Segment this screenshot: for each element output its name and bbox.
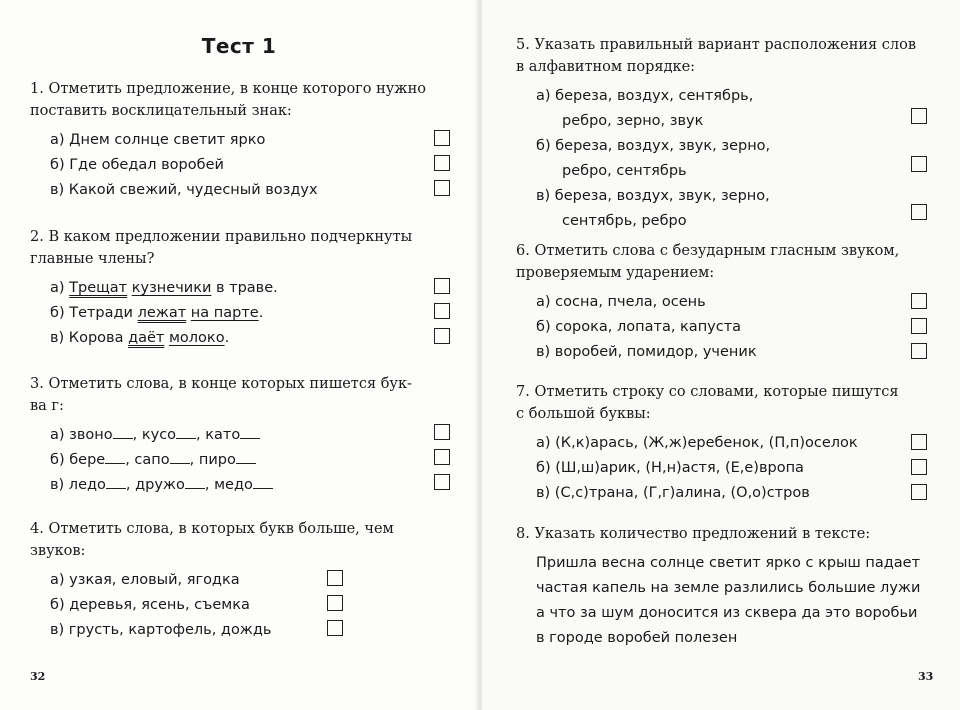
answer-checkbox[interactable] bbox=[327, 620, 343, 636]
answer-option: в) береза, воздух, звук, зерно, сентябрь, ребро bbox=[536, 188, 770, 229]
answer-checkbox[interactable] bbox=[434, 328, 450, 344]
predicate-underline: даёт bbox=[128, 330, 165, 346]
letter-blank[interactable] bbox=[170, 449, 190, 464]
sentence-paragraph: Пришла весна солнце светит ярко с крыш падает частая капель на земле разлились большие лужи а что за шум доносится из сквера да это воробьи в городе воробей полезен bbox=[536, 555, 921, 646]
letter-blank[interactable] bbox=[106, 474, 126, 489]
answer-option: б) Где обедал воробей bbox=[50, 157, 224, 173]
answer-checkbox[interactable] bbox=[434, 449, 450, 465]
question-4 bbox=[30, 518, 460, 643]
question-number: 1. bbox=[30, 81, 44, 97]
letter-blank[interactable] bbox=[240, 424, 260, 439]
question-5 bbox=[516, 34, 946, 234]
answer-option: б) сорока, лопата, капуста bbox=[536, 319, 742, 335]
subject-underline: кузнечики bbox=[131, 280, 212, 296]
answer-checkbox[interactable] bbox=[911, 156, 927, 172]
answer-checkbox[interactable] bbox=[434, 303, 450, 319]
right-page bbox=[482, 0, 960, 710]
question-1-text: 1. Отметить предложение, в конце которого нужно поставить восклицательный знак: bbox=[30, 81, 427, 119]
question-1 bbox=[30, 78, 460, 203]
letter-blank[interactable] bbox=[236, 449, 256, 464]
answer-option: а) Днем солнце светит ярко bbox=[50, 132, 266, 148]
question-6 bbox=[516, 240, 946, 365]
answer-option: в) Какой свежий, чудесный воздух bbox=[50, 182, 318, 198]
answer-option: в) ледо , дружо , медо bbox=[50, 473, 460, 498]
answer-checkbox[interactable] bbox=[911, 204, 927, 220]
subject-underline: на парте bbox=[190, 305, 259, 321]
question-4-text: 4. Отметить слова, в которых букв больше, чем звуков: bbox=[30, 521, 394, 559]
answer-option: а) береза, воздух, сентябрь, ребро, зерно, звук bbox=[536, 88, 754, 129]
answer-checkbox[interactable] bbox=[434, 474, 450, 490]
letter-blank[interactable] bbox=[253, 474, 273, 489]
answer-option: б) Тетради лежат на парте. bbox=[50, 305, 264, 321]
predicate-underline: Трещат bbox=[69, 280, 128, 296]
answer-option: а) (К,к)арась, (Ж,ж)еребенок, (П,п)оселок bbox=[536, 435, 858, 451]
answer-option: а) звоно , кусо , като bbox=[50, 423, 460, 448]
letter-blank[interactable] bbox=[105, 449, 125, 464]
answer-option: а) сосна, пчела, осень bbox=[536, 294, 706, 310]
answer-checkbox[interactable] bbox=[911, 434, 927, 450]
answer-checkbox[interactable] bbox=[434, 155, 450, 171]
left-page bbox=[0, 0, 478, 710]
answer-checkbox[interactable] bbox=[327, 595, 343, 611]
answer-option: б) бере , сапо , пиро bbox=[50, 448, 460, 473]
answer-option: в) Корова даёт молоко. bbox=[50, 330, 230, 346]
answer-option: а) Трещат кузнечики в траве. bbox=[50, 280, 278, 296]
question-7 bbox=[516, 381, 946, 506]
predicate-underline: лежат bbox=[137, 305, 187, 321]
answer-option: б) (Ш,ш)арик, (Н,н)астя, (Е,е)вропа bbox=[536, 460, 804, 476]
test-title: Тест 1 bbox=[201, 34, 277, 58]
answer-checkbox[interactable] bbox=[911, 318, 927, 334]
subject-underline: молоко bbox=[168, 330, 225, 346]
answer-option: б) береза, воздух, звук, зерно, ребро, сентябрь bbox=[536, 138, 771, 179]
answer-checkbox[interactable] bbox=[911, 484, 927, 500]
answer-option: в) грусть, картофель, дождь bbox=[50, 622, 272, 638]
answer-checkbox[interactable] bbox=[434, 424, 450, 440]
letter-blank[interactable] bbox=[176, 424, 196, 439]
question-7-text: 7. Отметить строку со словами, которые пишутся с большой буквы: bbox=[516, 384, 899, 422]
letter-blank[interactable] bbox=[113, 424, 133, 439]
question-6-text: 6. Отметить слова с безударным гласным звуком, проверяемым ударением: bbox=[516, 243, 900, 281]
answer-checkbox[interactable] bbox=[911, 108, 927, 124]
answer-checkbox[interactable] bbox=[434, 278, 450, 294]
answer-checkbox[interactable] bbox=[434, 130, 450, 146]
answer-option: в) (С,с)трана, (Г,г)алина, (О,о)стров bbox=[536, 485, 810, 501]
letter-blank[interactable] bbox=[185, 474, 205, 489]
question-2-text: 2. В каком предложении правильно подчеркнуты главные члены? bbox=[30, 229, 413, 267]
answer-checkbox[interactable] bbox=[911, 343, 927, 359]
answer-checkbox[interactable] bbox=[911, 293, 927, 309]
question-3-text: 3. Отметить слова, в конце которых пишется бук- ва г: bbox=[30, 376, 412, 414]
question-3 bbox=[30, 373, 460, 498]
question-5-text: 5. Указать правильный вариант расположения слов в алфавитном порядке: bbox=[516, 37, 917, 75]
answer-option: б) деревья, ясень, съемка bbox=[50, 597, 250, 613]
question-8-text: 8. Указать количество предложений в тексте: bbox=[516, 526, 871, 542]
answer-checkbox[interactable] bbox=[434, 180, 450, 196]
answer-checkbox[interactable] bbox=[327, 570, 343, 586]
question-8 bbox=[516, 523, 936, 651]
question-2 bbox=[30, 226, 460, 351]
answer-option: в) воробей, помидор, ученик bbox=[536, 344, 757, 360]
answer-checkbox[interactable] bbox=[911, 459, 927, 475]
page-number-left: 32 bbox=[30, 670, 46, 683]
answer-option: а) узкая, еловый, ягодка bbox=[50, 572, 240, 588]
page-number-right: 33 bbox=[918, 670, 934, 683]
